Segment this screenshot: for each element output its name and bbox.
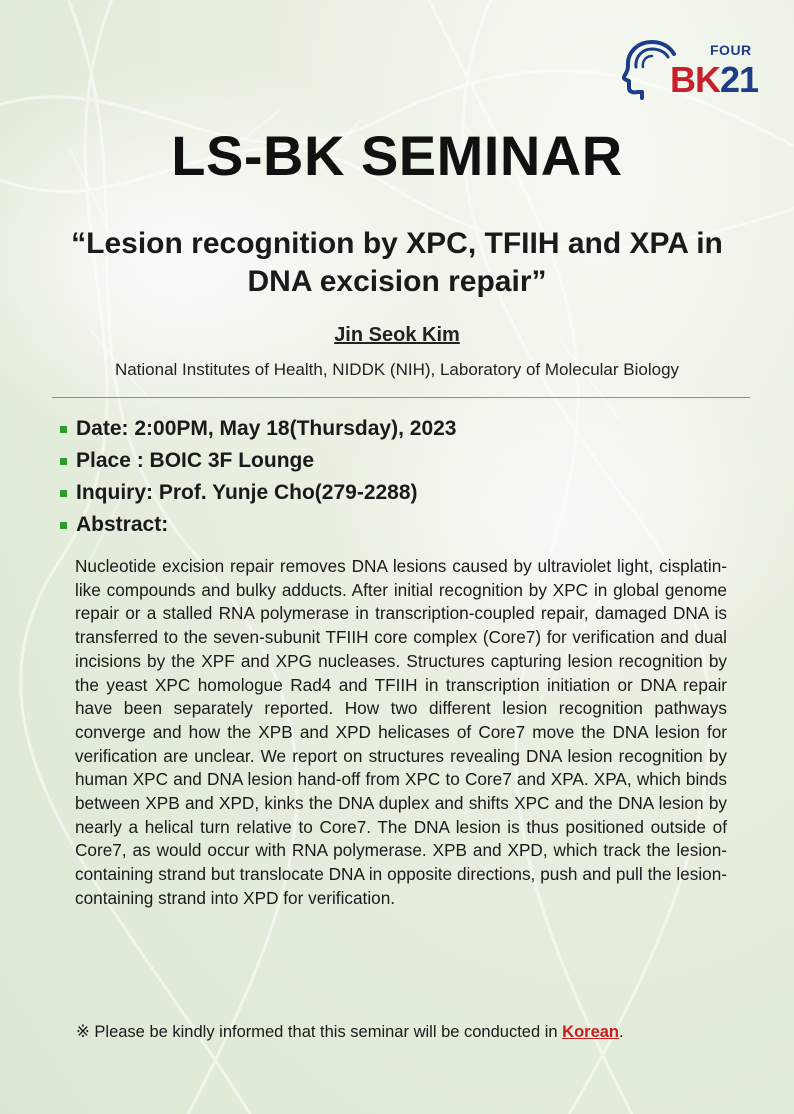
inquiry-text: Inquiry: Prof. Yunje Cho(279-2288) [76,481,418,504]
logo-21: 21 [720,59,759,100]
speaker-affiliation: National Institutes of Health, NIDDK (NIH), Laboratory of Molecular Biology [114,360,680,379]
info-item-abstract [54,509,754,541]
place-text: Place : BOIC 3F Lounge [76,449,315,472]
info-item-inquiry [54,477,754,509]
abstract-label: Abstract: [76,513,169,536]
divider [52,397,750,398]
bullet-icon [60,426,67,433]
talk-title: “Lesion recognition by XPC, TFIIH and XPA in DNA excision repair” [71,227,723,298]
speaker-name: Jin Seok Kim [334,324,460,346]
bk21-four-logo [622,36,757,100]
info-list [54,413,754,541]
language-notice [76,1020,776,1044]
notice-prefix: ※ Please be kindly informed that this seminar will be conducted in [76,1023,563,1041]
logo-bk21-text [670,60,758,100]
abstract-body: Nucleotide excision repair removes DNA lesions caused by ultraviolet light, cisplatin- like compounds and bulky adducts. After initial recognition by XPC in global genome repair or a stalled RNA polymerase in transcription-coupled repair, damaged DNA is transferred to the seven-subunit TFIIH core complex (Core7) for verification and dual incisions by the XPF and XPG nucleases. Structures capturing lesion recognition by the yeast XPC homologue Rad4 and TFIIH in transcription initiation or DNA repair have been separately reported. How two different lesion recognition pathways converge and how the XPB and XPD helicases of Core7 move the DNA lesion for verification are unclear. We report on structures revealing DNA lesion recognition by human XPC and DNA lesion hand-off from XPC to Core7 and XPA. XPA, which binds between XPB and XPD, kinks the DNA duplex and shifts XPC and the DNA lesion by nearly a helical turn relative to Core7. The DNA lesion is thus positioned outside of Core7, as would occur with RNA polymerase. XPB and XPD, which track the lesion- containing strand but translocate DNA in opposite directions, push and pull the lesion- containing strand into XPD for verification. [75,556,727,908]
bullet-icon [60,458,67,465]
info-item-place [54,445,754,477]
bullet-icon [60,490,67,497]
logo-bk: BK [670,59,720,100]
notice-suffix: . [619,1023,624,1041]
logo-four-text: FOUR [710,42,752,58]
info-item-date [54,413,754,445]
bullet-icon [60,522,67,529]
seminar-title: LS-BK SEMINAR [171,124,623,187]
notice-language: Korean [562,1023,620,1041]
date-text: Date: 2:00PM, May 18(Thursday), 2023 [76,417,457,440]
